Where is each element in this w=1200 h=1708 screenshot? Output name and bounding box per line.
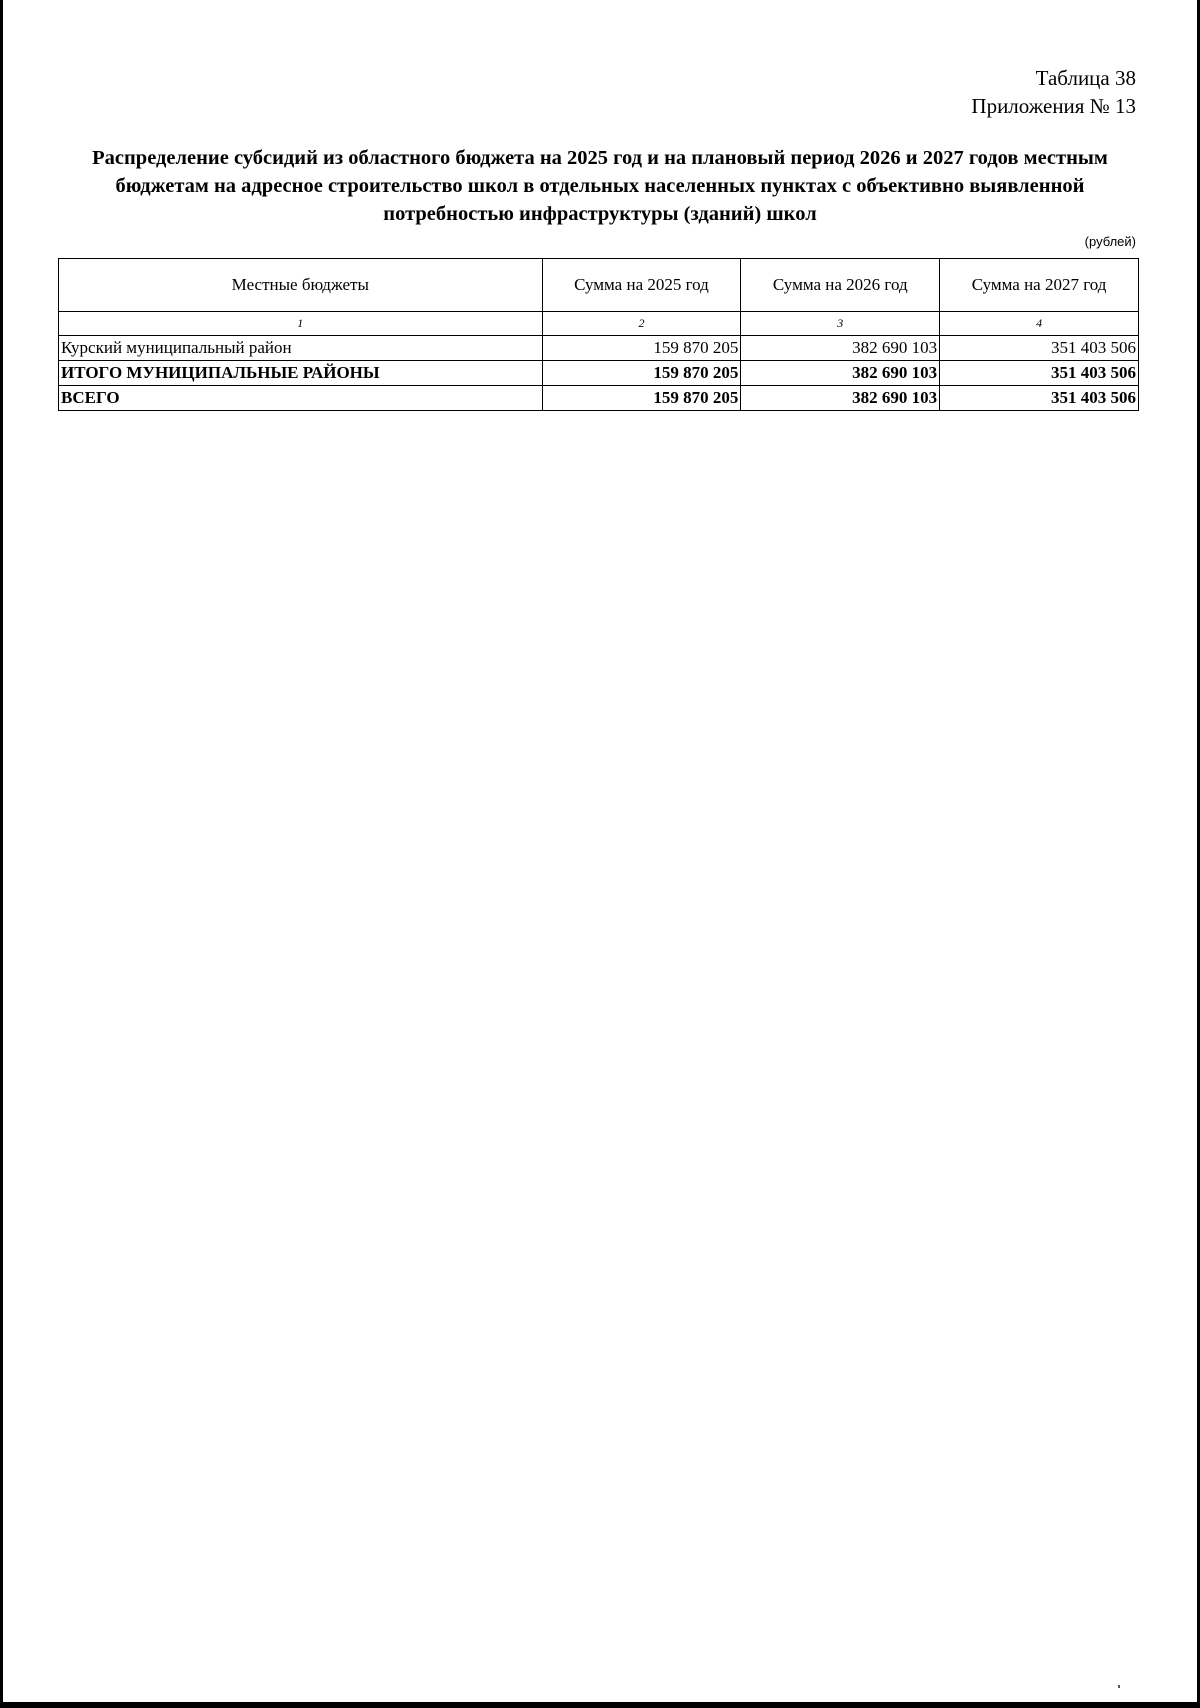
column-number-row [59,312,1139,336]
amount-2027-cell: 351 403 506 [940,361,1139,386]
amount-2026-cell: 382 690 103 [741,361,940,386]
column-number: 4 [940,312,1139,336]
amount-2027-cell: 351 403 506 [940,336,1139,361]
document-reference [971,64,1136,120]
amount-2025-cell: 159 870 205 [542,361,741,386]
scan-edge-left [0,0,3,1708]
column-number: 2 [542,312,741,336]
amount-2027-cell: 351 403 506 [940,386,1139,411]
column-header-2027: Сумма на 2027 год [940,259,1139,312]
scan-edge-bottom [0,1702,1200,1708]
budget-name-cell: ВСЕГО [59,386,543,411]
document-title: Распределение субсидий из областного бюджета на 2025 год и на плановый период 2026 и 2027 годов местным бюджетам на адресное строительство школ в отдельных населенных пунктах с объективно выявленной потребностью инфраструктуры (зданий) школ [92,147,1108,225]
column-number: 1 [59,312,543,336]
appendix-number: Приложения № 13 [971,94,1136,118]
amount-2025-cell: 159 870 205 [542,336,741,361]
table-number: Таблица 38 [1035,66,1136,90]
table-row-total [59,386,1139,411]
amount-2025-cell: 159 870 205 [542,386,741,411]
header-row [59,259,1139,312]
units-label: (рублей) [1084,234,1136,249]
table-row [59,336,1139,361]
table-row-subtotal [59,361,1139,386]
column-header-2025: Сумма на 2025 год [542,259,741,312]
amount-2026-cell: 382 690 103 [741,386,940,411]
budget-name-cell: ИТОГО МУНИЦИПАЛЬНЫЕ РАЙОНЫ [59,361,543,386]
subsidy-table [58,258,1139,411]
scan-speck [1118,1685,1120,1688]
amount-2026-cell: 382 690 103 [741,336,940,361]
column-header-2026: Сумма на 2026 год [741,259,940,312]
column-number: 3 [741,312,940,336]
budget-name-cell: Курский муниципальный район [59,336,543,361]
column-header-budget: Местные бюджеты [59,259,543,312]
